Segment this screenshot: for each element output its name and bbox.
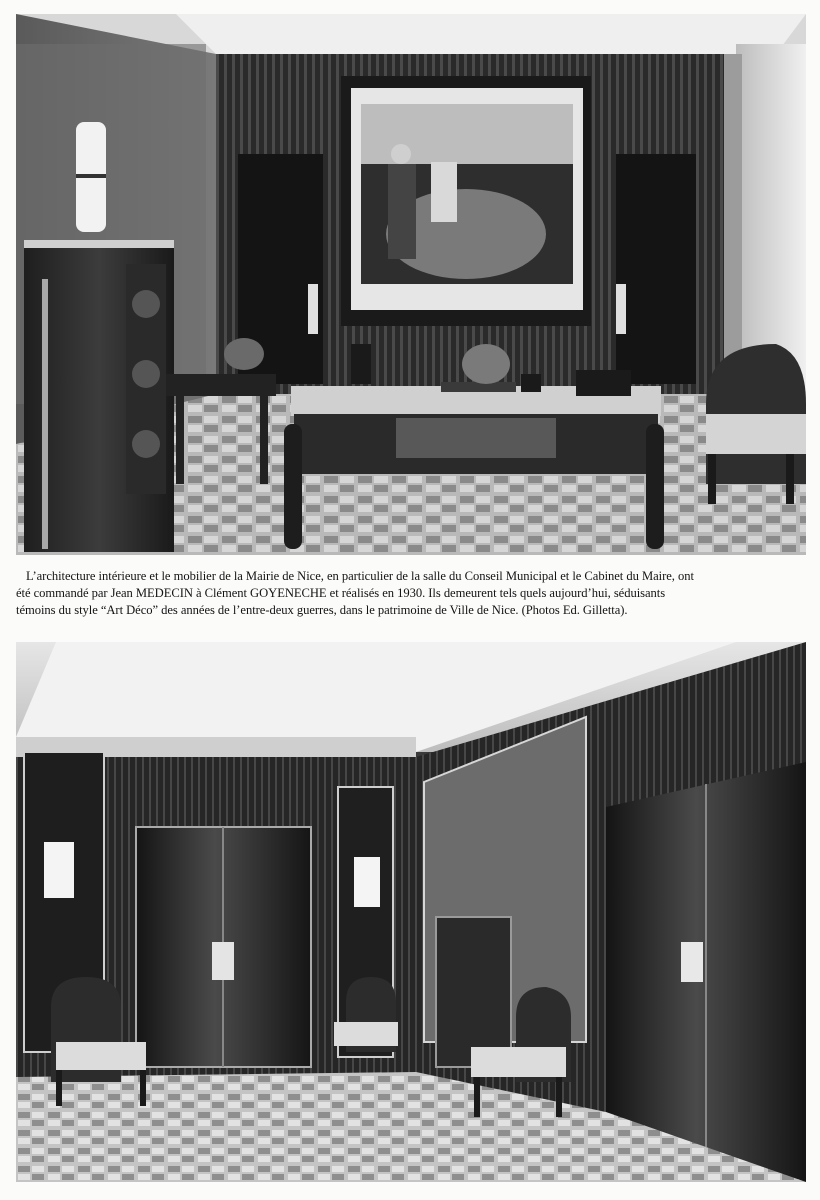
caption-line-3: témoins du style “Art Déco” des années de l’entre-deux guerres, dans le patrimoine de Ville de Nice. (Photos Ed. Gilletta). (16, 603, 628, 617)
mayor-office-photo-drawing (16, 14, 806, 555)
photo-caption (16, 568, 806, 619)
caption-line-1: L’architecture intérieure et le mobilier de la Mairie de Nice, en particulier de la salle du Conseil Municipal et le Cabinet du Maire, ont (26, 569, 694, 583)
caption-line-2: été commandé par Jean MEDECIN à Clément GOYENECHE et réalisés en 1930. Ils demeurent tels quels aujourd’hui, séduisants (16, 586, 666, 600)
council-room-photo-drawing (16, 642, 806, 1182)
photo-council-room (16, 642, 806, 1182)
photo-mayor-office (16, 14, 806, 555)
